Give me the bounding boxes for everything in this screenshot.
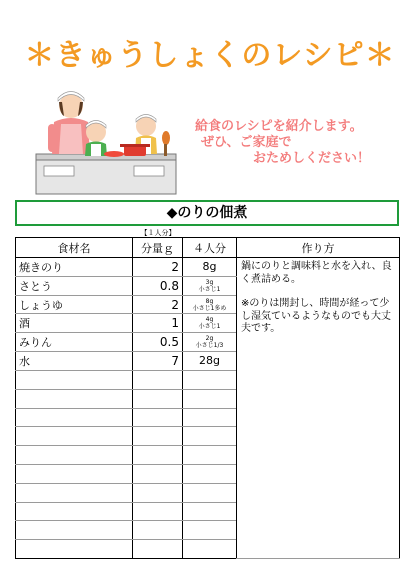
header-amount: 分量ｇ [133,238,183,258]
ingredient-amount: 2 [133,295,183,314]
four-servings-amount [183,540,237,559]
table-row [16,258,400,277]
ingredient-name: さとう [16,276,133,295]
ingredient-amount [133,464,183,483]
four-servings-amount [183,446,237,465]
serving-label: 【１人分】 [140,229,176,237]
intro-line-3: おためしください！ [253,151,371,166]
ingredient-amount: 0.8 [133,276,183,295]
ingredient-name [16,521,133,540]
method-step: ※のりは開封し、時間が経って少し湿気ているようなものでも大丈夫です。 [241,298,391,334]
ingredient-amount [133,370,183,389]
table-header-row [16,238,400,258]
four-servings-amount [183,483,237,502]
ingredient-name [16,446,133,465]
four-servings-spoon: 小さじ1 [198,323,221,331]
four-servings-amount [183,333,237,352]
ingredient-amount [133,521,183,540]
four-servings-grams: 4g [205,316,214,324]
header-four-servings: ４人分 [183,238,237,258]
ingredient-name [16,502,133,521]
ingredient-name [16,389,133,408]
header-ingredient: 食材名 [16,238,133,258]
dish-title: ◆のりの佃煮 [15,200,399,226]
ingredient-amount: 0.5 [133,333,183,352]
four-servings-grams: 2g [205,335,214,343]
ingredient-amount: 7 [133,352,183,371]
ingredient-amount: 1 [133,314,183,333]
ingredient-name: 水 [16,352,133,371]
ingredient-amount [133,446,183,465]
intro-message [195,119,410,167]
four-servings-grams: 28g [199,353,220,367]
four-servings-grams: 3g [205,278,214,286]
four-servings-amount [183,352,237,371]
four-servings-grams: 8g [205,297,214,305]
four-servings-amount [183,521,237,540]
four-servings-amount [183,258,237,277]
four-servings-grams: 8g [202,259,217,273]
ingredient-name [16,483,133,502]
four-servings-amount [183,408,237,427]
four-servings-amount [183,314,237,333]
ingredient-amount [133,540,183,559]
ingredient-name: 酒 [16,314,133,333]
four-servings-amount [183,464,237,483]
four-servings-amount [183,295,237,314]
ingredient-amount: 2 [133,258,183,277]
ingredient-amount [133,427,183,446]
ingredient-name [16,370,133,389]
ingredient-name [16,464,133,483]
ingredient-amount [133,502,183,521]
ingredient-name: みりん [16,333,133,352]
ingredient-amount [133,389,183,408]
four-servings-amount [183,276,237,295]
ingredient-name [16,540,133,559]
four-servings-spoon: 小さじ1/3 [195,342,224,350]
four-servings-amount [183,389,237,408]
method-text [237,258,400,559]
ingredient-amount [133,483,183,502]
page-title: ＊きゅうしょくのレシピ＊ [24,38,396,73]
ingredient-name: しょうゆ [16,295,133,314]
four-servings-amount [183,502,237,521]
cooking-family-illustration [34,88,184,196]
method-step: 鍋にのりと調味料と水を入れ、良く煮詰める。 [241,261,392,285]
intro-line-2: ぜひ、ご家庭で [201,135,292,150]
ingredient-name: 焼きのり [16,258,133,277]
four-servings-amount [183,427,237,446]
ingredient-amount [133,408,183,427]
recipe-table [15,237,400,559]
ingredient-name [16,427,133,446]
four-servings-spoon: 小さじ1 [198,285,221,293]
intro-line-1: 給食のレシピを紹介します。 [195,119,363,134]
header-method: 作り方 [237,238,400,258]
four-servings-spoon: 小さじ1多め [192,304,227,312]
ingredient-name [16,408,133,427]
four-servings-amount [183,370,237,389]
